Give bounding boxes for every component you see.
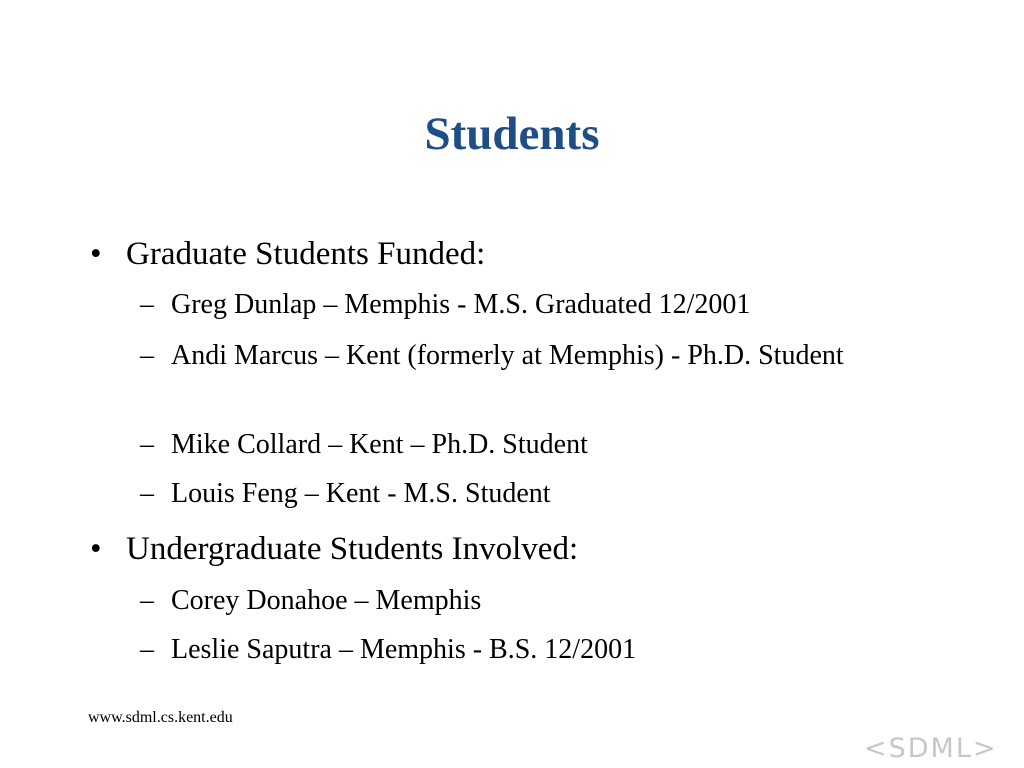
bullet-marker: • — [90, 236, 102, 272]
dash-marker: – — [140, 429, 154, 460]
footer-url: www.sdml.cs.kent.edu — [88, 709, 233, 726]
list-item-text: Andi Marcus – Kent (formerly at Memphis) - Ph.D. Student — [171, 340, 844, 371]
list-item-text: Corey Donahoe – Memphis — [171, 585, 482, 616]
sdml-logo: <SDML> — [864, 733, 998, 764]
list-item-text: Leslie Saputra – Memphis - B.S. 12/2001 — [171, 634, 637, 665]
dash-marker: – — [140, 340, 154, 371]
list-item-text: Mike Collard – Kent – Ph.D. Student — [171, 429, 588, 460]
bullet-label: Undergraduate Students Involved: — [126, 531, 579, 567]
dash-marker: – — [140, 634, 154, 665]
bullet-label: Graduate Students Funded: — [126, 236, 486, 272]
dash-marker: – — [140, 478, 154, 509]
slide-title: Students — [424, 108, 600, 160]
bullet-marker: • — [90, 531, 102, 567]
list-item-text: Louis Feng – Kent - M.S. Student — [171, 478, 551, 509]
list-item-text: Greg Dunlap – Memphis - M.S. Graduated 12/2001 — [171, 289, 751, 320]
dash-marker: – — [140, 289, 154, 320]
dash-marker: – — [140, 585, 154, 616]
